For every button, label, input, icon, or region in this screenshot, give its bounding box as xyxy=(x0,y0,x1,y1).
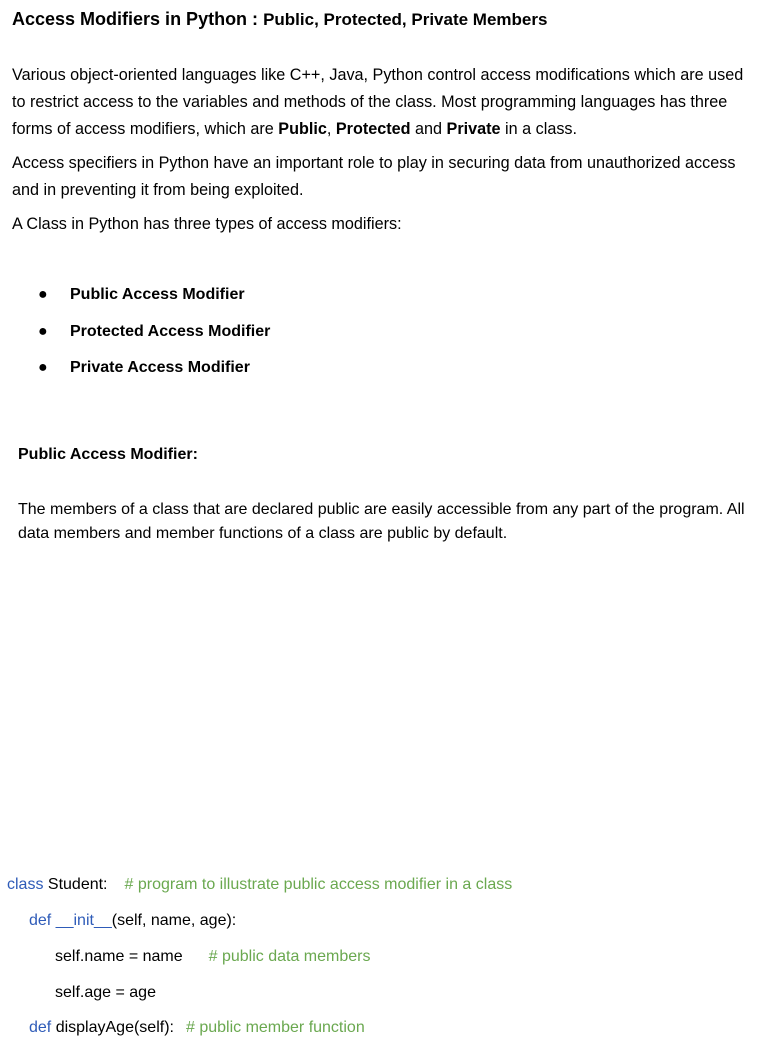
code-text: displayAge(self): xyxy=(51,1019,174,1036)
page-title xyxy=(12,9,547,30)
title-main: Access Modifiers in Python : xyxy=(12,9,264,29)
access-modifier-list xyxy=(38,283,270,393)
intro-paragraph-1 xyxy=(12,62,757,143)
bullet-icon: ● xyxy=(38,286,48,303)
code-keyword: class xyxy=(7,876,44,893)
code-text: (self, name, age): xyxy=(111,912,237,929)
bullet-icon: ● xyxy=(38,322,48,340)
list-item-label: Private Access Modifier xyxy=(70,359,250,376)
list-item-label: Public Access Modifier xyxy=(70,286,245,303)
list-item xyxy=(38,356,270,393)
code-text: self.name = name xyxy=(55,948,183,965)
code-line-4 xyxy=(55,981,156,1005)
title-subtitle: Public, Protected, Private Members xyxy=(263,10,548,29)
intro-paragraph-3: A Class in Python has three types of access modifiers: xyxy=(12,215,402,233)
intro-p1-and: and xyxy=(410,120,447,138)
intro-p1-protected: Protected xyxy=(335,120,411,138)
list-item-label: Protected Access Modifier xyxy=(70,322,271,340)
code-comment: # program to illustrate public access modifier in a class xyxy=(124,876,513,893)
code-line-3 xyxy=(55,945,370,969)
code-comment: # public data members xyxy=(208,948,371,965)
intro-p1-private: Private xyxy=(446,120,501,138)
code-keyword: def xyxy=(29,912,52,929)
intro-p1-text: Various object-oriented languages like C++, Java, Python control access modifications which are used to restrict access to the variables and methods of the class. Most programming languages has three forms of access modifiers, which are xyxy=(12,66,744,138)
bullet-icon: ● xyxy=(38,359,48,376)
list-item xyxy=(38,283,270,320)
list-item xyxy=(38,320,270,357)
code-text: Student: xyxy=(43,876,108,893)
public-section-text: The members of a class that are declared public are easily accessible from any part of the program. All data members and member functions of a class are public by default. xyxy=(18,501,745,542)
intro-p1-public: Public xyxy=(278,120,327,138)
code-text: self.age = age xyxy=(55,984,156,1001)
intro-p1-end: in a class. xyxy=(500,120,578,138)
intro-paragraph-2: Access specifiers in Python have an important role to play in securing data from unauthorized access and in preventing it from being exploited. xyxy=(12,154,736,199)
code-function-name: __init__ xyxy=(51,912,112,929)
code-keyword: def xyxy=(29,1019,52,1036)
code-line-5 xyxy=(29,1016,365,1040)
code-line-2 xyxy=(29,909,236,933)
intro-p1-sep: , xyxy=(326,120,336,138)
code-comment: # public member function xyxy=(185,1019,365,1036)
code-line-1 xyxy=(7,873,512,897)
public-section-heading: Public Access Modifier: xyxy=(18,446,198,463)
